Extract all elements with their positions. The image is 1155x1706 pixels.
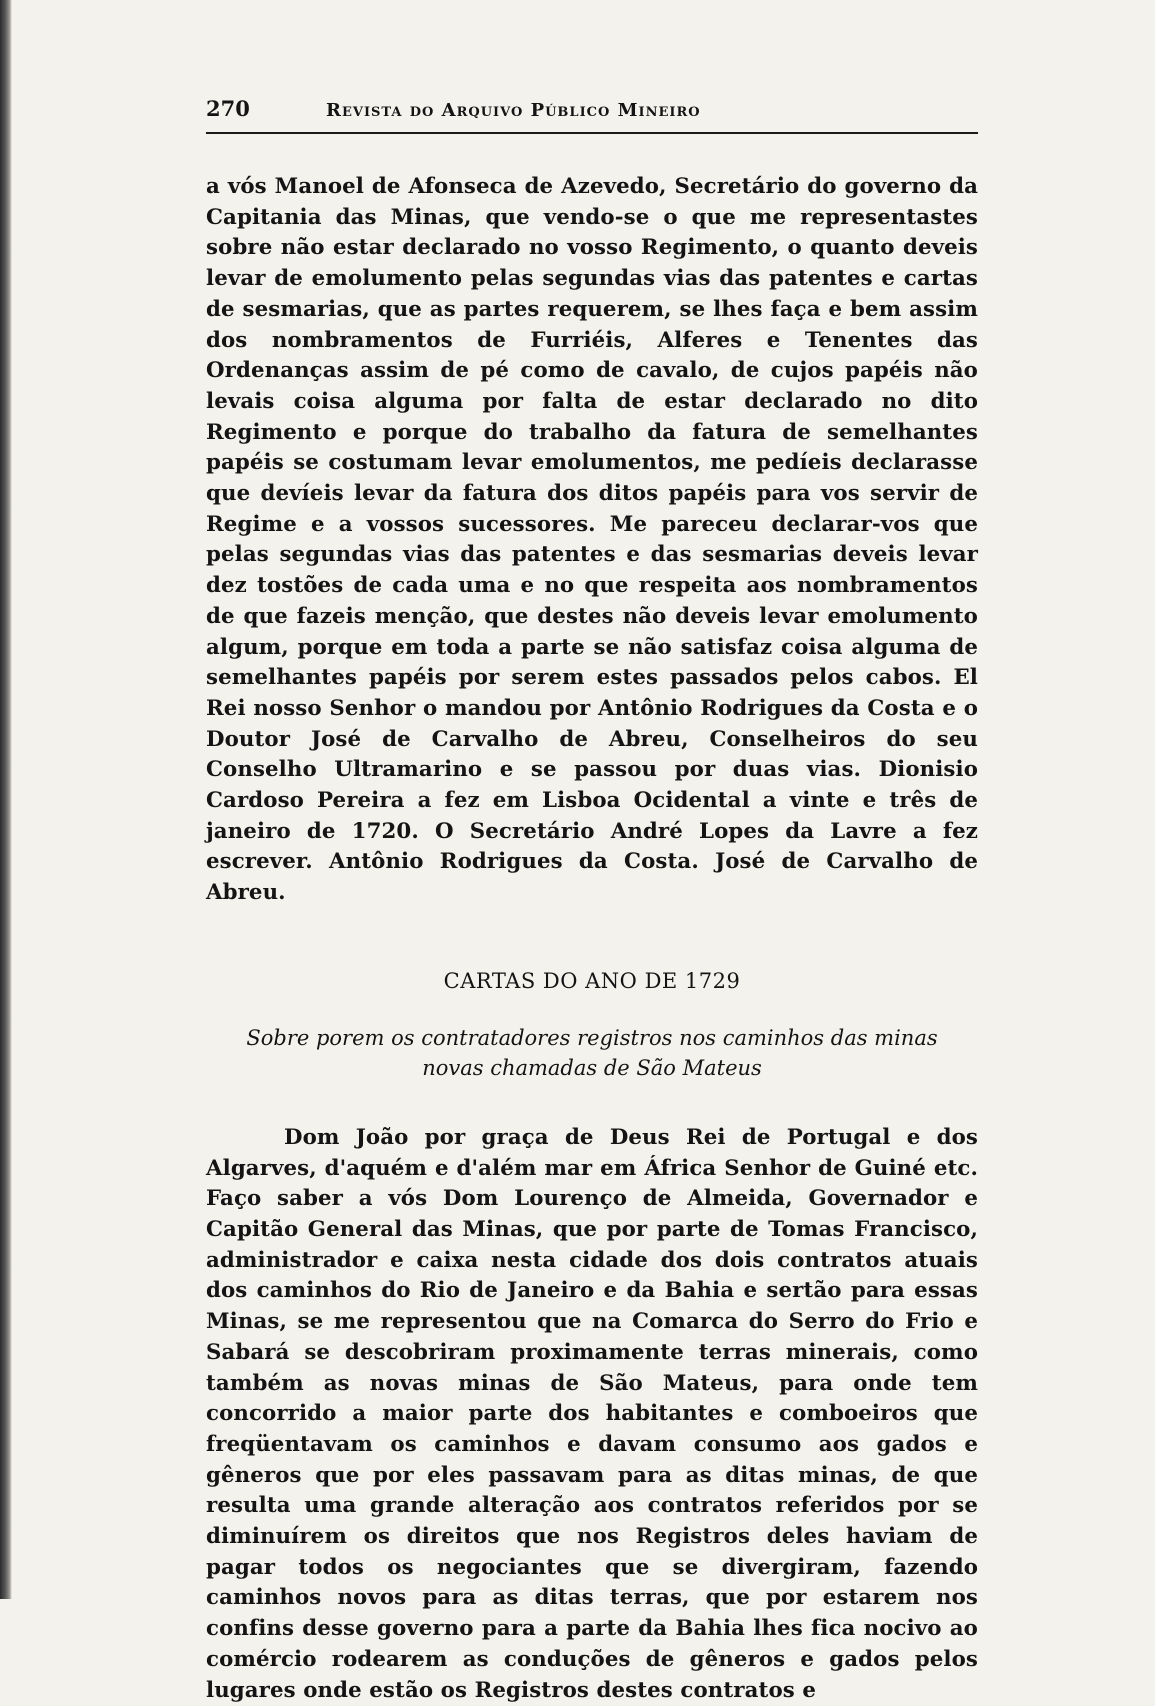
book-binding-edge <box>0 0 12 1599</box>
journal-title: Revista do Arquivo Público Mineiro <box>326 100 701 121</box>
page-number: 270 <box>206 96 250 121</box>
section-subtitle-line-1: Sobre porem os contratadores registros nos caminhos das minas <box>246 1025 938 1050</box>
running-header <box>206 96 978 134</box>
section-subtitle-line-2: novas chamadas de São Mateus <box>422 1055 762 1080</box>
document-page <box>206 96 978 1706</box>
section-heading: CARTAS DO ANO DE 1729 <box>443 968 741 993</box>
body-paragraph-1: a vós Manoel de Afonseca de Azevedo, Secretário do governo da Capitania das Minas, que vendo-se o que me representastes sobre não estar declarado no vosso Regimento, o quanto deveis levar de emolumento pelas segundas vias das patentes e cartas de sesmarias, que as partes requerem, se lhes faça e bem assim dos nombramentos de Furriéis, Alferes e Tenentes das Ordenanças assim de pé como de cavalo, de cujos papéis não levais coisa alguma por falta de estar declarado no dito Regimento e porque do trabalho da fatura de semelhantes papéis se costumam levar emolumentos, me pedíeis declarasse que devíeis levar da fatura dos ditos papéis para vos servir de Regime e a vossos sucessores. Me pareceu declarar-vos que pelas segundas vias das patentes e das sesmarias deveis levar dez tostões de cada uma e no que respeita aos nombramentos de que fazeis menção, que destes não deveis levar emolumento algum, porque em toda a parte se não satisfaz coisa alguma de semelhantes papéis por serem estes passados pelos cabos. El Rei nosso Senhor o mandou por Antônio Rodrigues da Costa e o Doutor José de Carvalho de Abreu, Conselheiros do seu Conselho Ultramarino e se passou por duas vias. Dionisio Cardoso Pereira a fez em Lisboa Ocidental a vinte e três de janeiro de 1720. O Secretário André Lopes da Lavre a fez escrever. Antônio Rodrigues da Costa. José de Carvalho de Abreu. <box>206 174 978 906</box>
body-paragraph-2: Dom João por graça de Deus Rei de Portugal e dos Algarves, d'aquém e d'além mar em África Senhor de Guiné etc. Faço saber a vós Dom Lourenço de Almeida, Governador e Capitão General das Minas, que por parte de Tomas Francisco, administrador e caixa nesta cidade dos dois contratos atuais dos caminhos do Rio de Janeiro e da Bahia e sertão para essas Minas, se me representou que na Comarca do Serro do Frio e Sabará se descobriram proximamente terras minerais, como também as novas minas de São Mateus, para onde tem concorrido a maior parte dos habitantes e comboeiros que freqüentavam os caminhos e davam consumo aos gados e gêneros que por eles passavam para as ditas minas, de que resulta uma grande alteração aos contratos referidos por se diminuírem os direitos que nos Registros deles haviam de pagar todos os negociantes que se divergiram, fazendo caminhos novos para as ditas terras, que por estarem nos confins desse governo para a parte da Bahia lhes fica nocivo ao comércio rodearem as conduções de gêneros e gados pelos lugares onde estão os Registros destes contratos e <box>206 1124 978 1703</box>
section-subtitle <box>206 1023 978 1083</box>
